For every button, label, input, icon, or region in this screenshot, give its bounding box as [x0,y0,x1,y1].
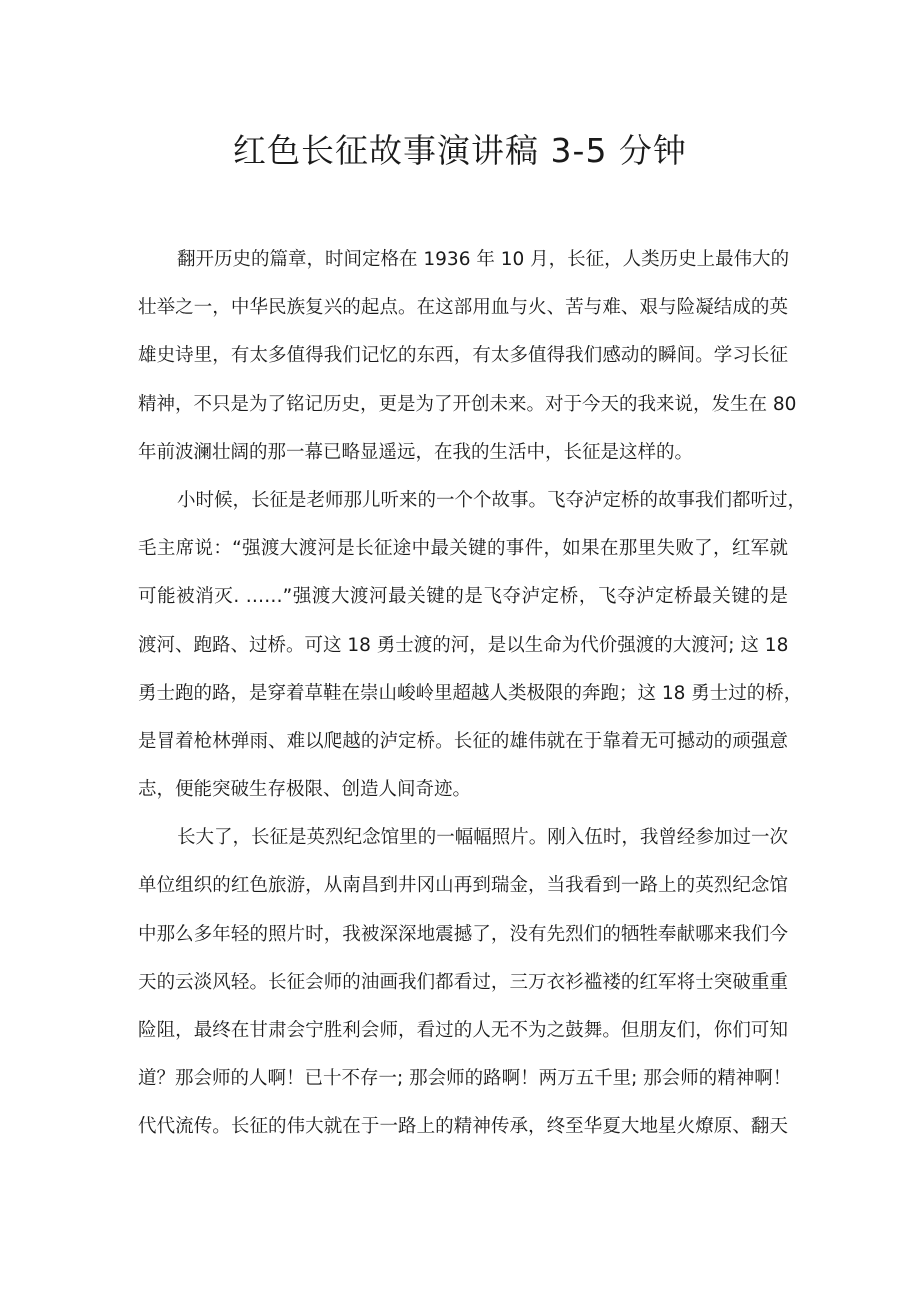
text-line: 雄史诗里，有太多值得我们记忆的东西，有太多值得我们感动的瞬间。学习长征 [138,345,788,367]
text-line: 勇士跑的路，是穿着草鞋在崇山峻岭里超越人类极限的奔跑；这 18 勇士过的桥， [138,682,803,704]
text-line: 渡河、跑路、过桥。可这 18 勇士渡的河，是以生命为代价强渡的大渡河; 这 18 [138,634,789,656]
text-line: 道？那会师的人啊！已十不存一; 那会师的路啊！两万五千里; 那会师的精神啊！ [138,1068,792,1090]
text-line: 精神，不只是为了铭记历史，更是为了开创未来。对于今天的我来说，发生在 80 [138,393,797,415]
text-line: 单位组织的红色旅游，从南昌到井冈山再到瑞金，当我看到一路上的英烈纪念馆 [138,875,788,897]
paragraph-2 [138,477,807,814]
text-line: 可能被消灭. ……”强渡大渡河最关键的是飞夺泸定桥，飞夺泸定桥最关键的是 [138,586,788,608]
text-line: 毛主席说：“强渡大渡河是长征途中最关键的事件，如果在那里失败了，红军就 [138,538,788,560]
paragraph-1 [138,236,797,477]
document-title: 红色长征故事演讲稿 3-5 分钟 [233,131,687,170]
text-line: 长大了，长征是英烈纪念馆里的一幅幅照片。刚入伍时，我曾经参加过一次 [177,827,788,849]
paragraph-3 [138,814,792,1151]
text-line: 天的云淡风轻。长征会师的油画我们都看过，三万衣衫褴褛的红军将士突破重重 [138,971,788,993]
text-line: 翻开历史的篇章，时间定格在 1936 年 10 月，长征，人类历史上最伟大的 [177,249,790,270]
text-line: 中那么多年轻的照片时，我被深深地震撼了，没有先烈们的牺牲奉献哪来我们今 [138,923,788,945]
text-line: 是冒着枪林弹雨、难以爬越的泸定桥。长征的雄伟就在于靠着无可撼动的顽强意 [138,730,788,752]
text-line: 年前波澜壮阔的那一幕已略显遥远，在我的生活中，长征是这样的。 [138,441,694,463]
text-line: 志，便能突破生存极限、创造人间奇迹。 [138,779,472,801]
text-line: 壮举之一，中华民族复兴的起点。在这部用血与火、苦与难、艰与险凝结成的英 [138,297,788,319]
text-line: 小时候，长征是老师那儿听来的一个个故事。飞夺泸定桥的故事我们都听过， [177,489,807,511]
text-line: 代代流传。长征的伟大就在于一路上的精神传承，终至华夏大地星火燎原、翻天 [138,1116,788,1138]
text-line: 险阻，最终在甘肃会宁胜利会师，看过的人无不为之鼓舞。但朋友们，你们可知 [138,1020,788,1041]
document-body [138,236,807,1152]
